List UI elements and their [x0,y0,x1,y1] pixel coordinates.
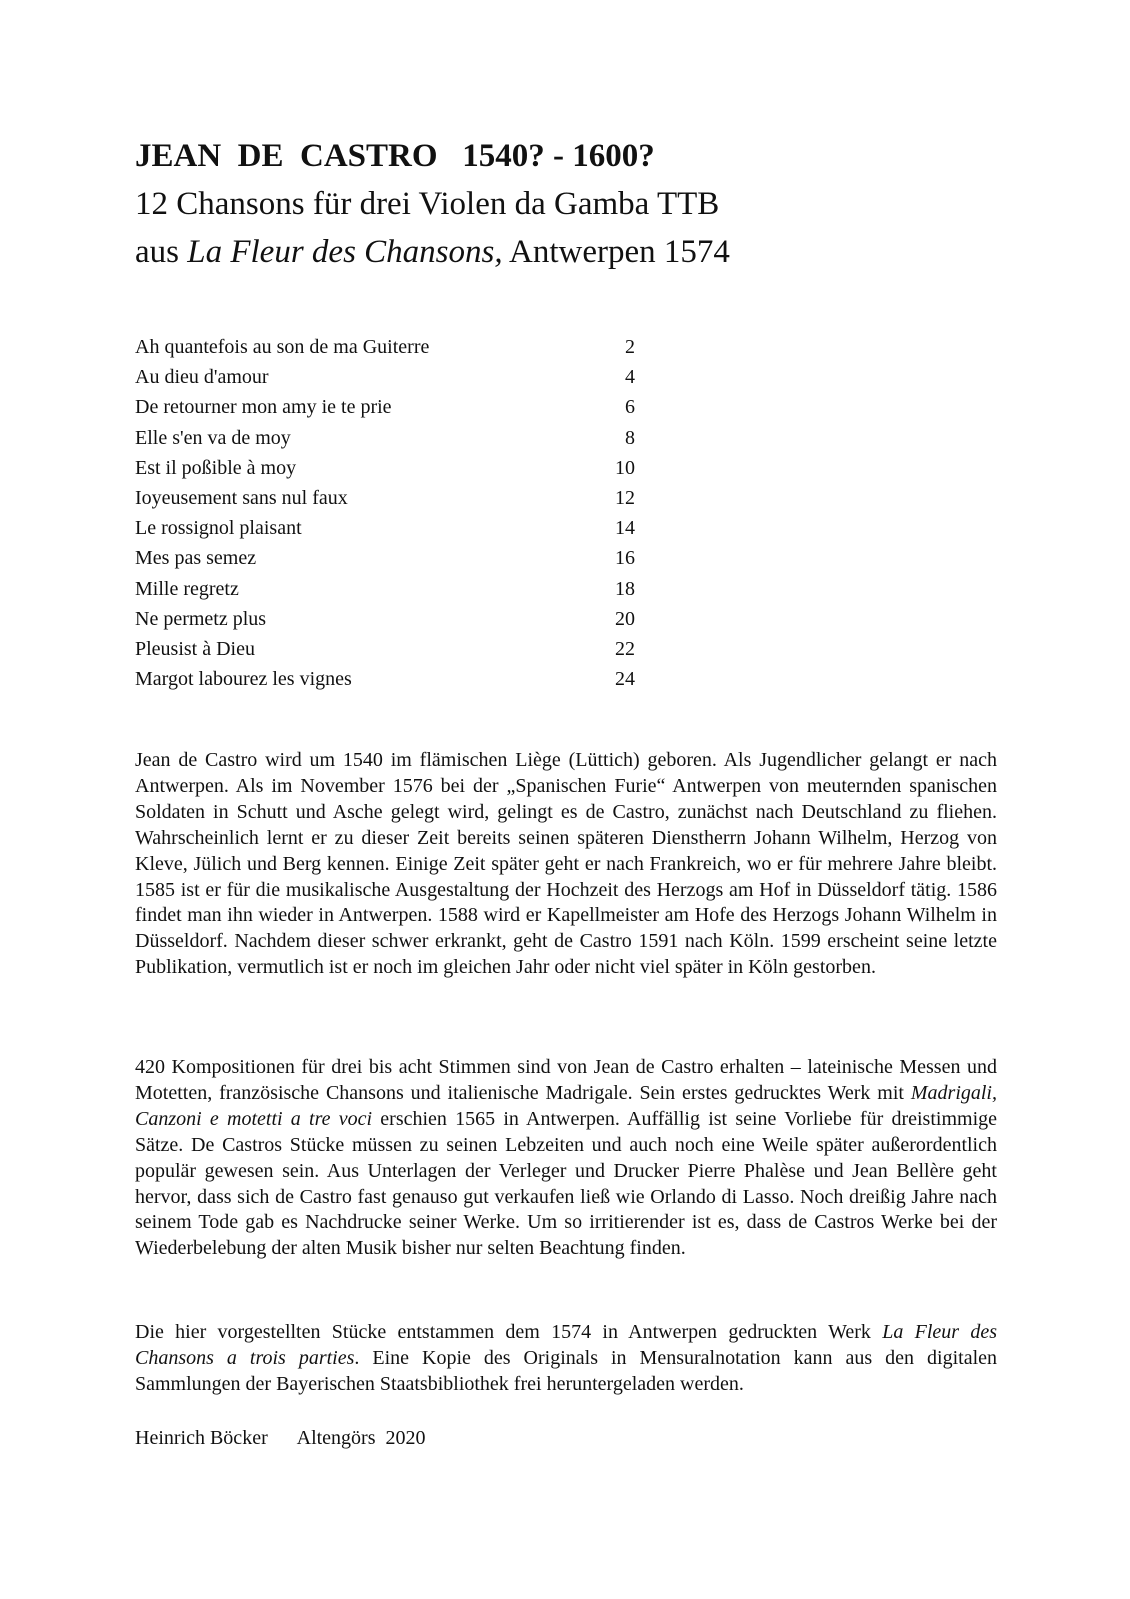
toc-title: Au dieu d'amour [135,366,269,389]
composer-heading: JEAN DE CASTRO 1540? - 1600? [135,138,655,174]
toc-row [135,392,635,422]
title-block [135,132,1015,276]
biography-paragraph: Jean de Castro wird um 1540 im flämischen Liège (Lüttich) geboren. Als Jugendlicher gelangt er nach Antwerpen. Als im November 1576 bei der „Spanischen Furie“ Antwerpen von meuternden spanischen Soldaten in Schutt und Asche gelegt wird, gelingt es de Castro, zunächst nach Deutschland zu fliehen. Wahrscheinlich lernt er zu dieser Zeit bereits seinen späteren Dienstherrn Johann Wilhelm, Herzog von Kleve, Jülich und Berg kennen. Einige Zeit später geht er nach Frankreich, wo er für mehrere Jahre bleibt. 1585 ist er für die musikalische Ausgestaltung der Hochzeit des Herzogs am Hof in Düsseldorf tätig. 1586 findet man ihn wieder in Antwerpen. 1588 wird er Kapellmeister am Hofe des Herzogs Johann Wilhelm in Düsseldorf. Nachdem dieser schwer erkrankt, geht de Castro 1591 nach Köln. 1599 erscheint seine letzte Publikation, vermutlich ist er noch im gleichen Jahr oder nicht viel später in Köln gestorben. [135,749,997,979]
toc-title: De retourner mon amy ie te prie [135,396,392,419]
toc-page: 22 [615,637,635,660]
source-paragraph [135,1320,997,1398]
toc-title: Ne permetz plus [135,607,267,630]
toc-title: Est il poßible à moy [135,456,297,479]
signature-line: Heinrich Böcker Altengörs 2020 [135,1427,426,1449]
toc-page: 18 [615,577,635,600]
toc-row [135,634,635,664]
works-text-1: 420 Kompositionen für drei bis acht Stimmen sind von Jean de Castro erhalten – lateinische Messen und Motetten, französische Chansons und italienische Madrigale. Sein erstes gedrucktes Werk mit [135,1056,997,1104]
toc-page: 14 [615,517,635,540]
toc-row [135,513,635,543]
toc-row [135,664,635,694]
works-text-2: erschien 1565 in Antwerpen. Auffällig ist seine Vorliebe für dreistimmige Sätze. De Castros Stücke müssen zu seinen Lebzeiten und auch noch eine Weile später außerordentlich populär gewesen sein. Aus Unterlagen der Verleger und Drucker Pierre Phalèse und Jean Bellère geht hervor, dass sich de Castro fast genauso gut verkaufen ließ wie Orlando di Lasso. Noch dreißig Jahre nach seinem Tode gab es Nachdrucke seiner Werke. Um so irritierender ist es, dass de Castros Werke bei der Wiederbelebung der alten Musik bisher nur selten Beachtung finden. [135,1107,998,1260]
toc-row [135,574,635,604]
source-text-2: . Eine Kopie des Originals in Mensuralnotation kann aus den digitalen Sammlungen der Bayerischen Staatsbibliothek frei heruntergeladen werden. [135,1346,997,1395]
works-paragraph [135,1055,997,1262]
toc-row [135,362,635,392]
toc-title: Mes pas semez [135,547,257,570]
toc-page: 12 [615,486,635,509]
toc-page: 2 [625,336,635,358]
toc-page: 24 [615,668,635,691]
source-suffix: Antwerpen 1574 [502,234,730,270]
toc-page: 8 [625,426,635,449]
toc-page: 20 [615,607,635,630]
toc-row [135,604,635,634]
source-prefix: aus [135,234,188,270]
table-of-contents [135,332,635,694]
toc-page: 16 [615,547,635,570]
toc-title: Ioyeusement sans nul faux [135,486,348,509]
toc-title: Margot labourez les vignes [135,668,352,691]
toc-title: Mille regretz [135,577,239,600]
subtitle: 12 Chansons für drei Violen da Gamba TTB [135,186,720,222]
toc-title: Pleusist à Dieu [135,637,255,660]
source-text-1: Die hier vorgestellten Stücke entstammen dem 1574 in Antwerpen gedruckten Werk [135,1321,883,1343]
toc-page: 10 [615,456,635,479]
source-line [135,228,1015,276]
toc-row [135,483,635,513]
toc-row [135,423,635,453]
toc-title: Le rossignol plaisant [135,517,302,540]
source-title: La Fleur des Chansons, [187,234,503,270]
source-work-title: La Fleur des Chansons a trois parties [135,1321,997,1369]
toc-page: 6 [625,396,635,419]
toc-row [135,543,635,573]
toc-title: Elle s'en va de moy [135,426,291,449]
toc-page: 4 [625,366,635,389]
works-title: Madrigali, Canzoni e motetti a tre voci [135,1081,997,1130]
toc-row [135,453,635,483]
toc-title: Ah quantefois au son de ma Guiterre [135,336,430,358]
toc-row [135,332,635,362]
